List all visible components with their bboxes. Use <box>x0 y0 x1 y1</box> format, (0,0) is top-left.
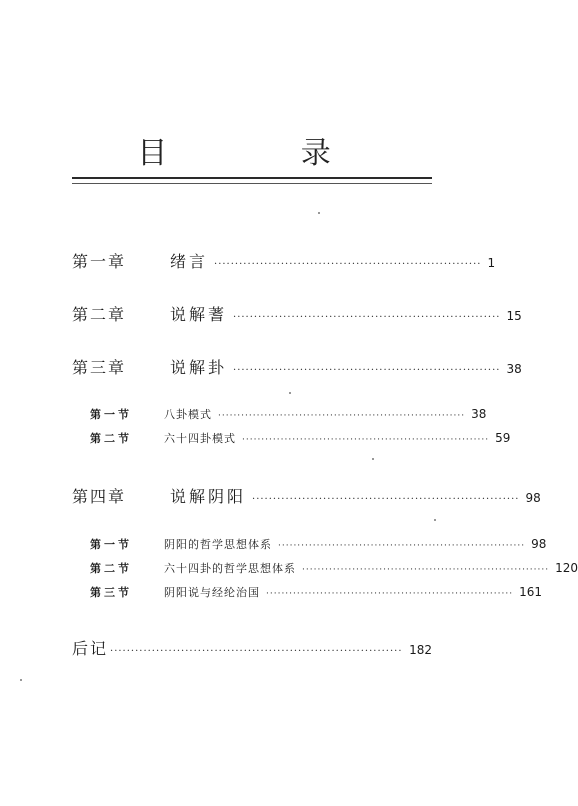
toc-entry-afterword[interactable] <box>72 636 432 658</box>
entry-page-number: 120 <box>555 561 578 575</box>
toc-entry-chapter-4[interactable] <box>72 484 541 506</box>
toc-entry-section-3-2[interactable] <box>90 430 511 452</box>
entry-page-number: 38 <box>506 362 522 376</box>
scan-speck <box>20 679 22 681</box>
entry-title: 六十四卦模式 <box>164 432 236 445</box>
toc-entry-chapter-1[interactable] <box>72 249 496 271</box>
title-rule-thick <box>72 177 432 179</box>
entry-page-number: 161 <box>519 585 542 599</box>
entry-title: 绪言 <box>170 252 209 271</box>
toc-entry-section-3-1[interactable] <box>90 406 487 428</box>
scan-speck <box>318 212 320 214</box>
entry-number: 第二章 <box>72 305 127 324</box>
page-title: 目 录 <box>137 136 393 171</box>
entry-page-number: 1 <box>487 256 496 270</box>
entry-number: 第二节 <box>90 562 132 575</box>
leader-dots: ································································ <box>233 312 501 323</box>
entry-page-number: 38 <box>471 407 487 421</box>
leader-dots: ······································································ <box>110 646 403 657</box>
leader-dots: ································································ <box>242 435 490 445</box>
entry-title: 八卦模式 <box>164 408 212 421</box>
entry-page-number: 98 <box>531 537 547 551</box>
entry-title: 说解阴阳 <box>170 487 247 506</box>
entry-number: 第四章 <box>72 487 127 506</box>
scan-speck <box>289 392 291 394</box>
toc-entry-chapter-3[interactable] <box>72 355 522 377</box>
toc-entry-section-4-2[interactable] <box>90 560 578 582</box>
toc-entry-section-4-3[interactable] <box>90 584 542 606</box>
entry-title: 说解卦 <box>170 358 228 377</box>
entry-page-number: 182 <box>409 643 432 657</box>
entry-number: 第三章 <box>72 358 127 377</box>
leader-dots: ································································ <box>233 365 501 376</box>
title-rule-thin <box>72 183 432 184</box>
entry-title: 阴阳说与经纶治国 <box>164 586 260 599</box>
scan-speck <box>434 519 436 521</box>
entry-title: 六十四卦的哲学思想体系 <box>164 562 296 575</box>
toc-entry-chapter-2[interactable] <box>72 302 522 324</box>
leader-dots: ································································ <box>214 259 482 270</box>
leader-dots: ································································ <box>252 494 520 505</box>
leader-dots: ································································ <box>302 565 550 575</box>
leader-dots: ································································ <box>266 589 514 599</box>
scan-speck <box>372 458 374 460</box>
entry-number: 第二节 <box>90 432 132 445</box>
entry-title: 说解蓍 <box>170 305 228 324</box>
leader-dots: ································································ <box>278 541 526 551</box>
entry-number: 第一章 <box>72 252 127 271</box>
entry-number: 第一节 <box>90 408 132 421</box>
entry-title: 阴阳的哲学思想体系 <box>164 538 272 551</box>
entry-title: 后记 <box>72 639 109 658</box>
entry-page-number: 15 <box>506 309 522 323</box>
entry-number: 第三节 <box>90 586 132 599</box>
entry-page-number: 98 <box>525 491 541 505</box>
toc-entry-section-4-1[interactable] <box>90 536 547 558</box>
leader-dots: ································································ <box>218 411 466 421</box>
entry-page-number: 59 <box>495 431 511 445</box>
entry-number: 第一节 <box>90 538 132 551</box>
